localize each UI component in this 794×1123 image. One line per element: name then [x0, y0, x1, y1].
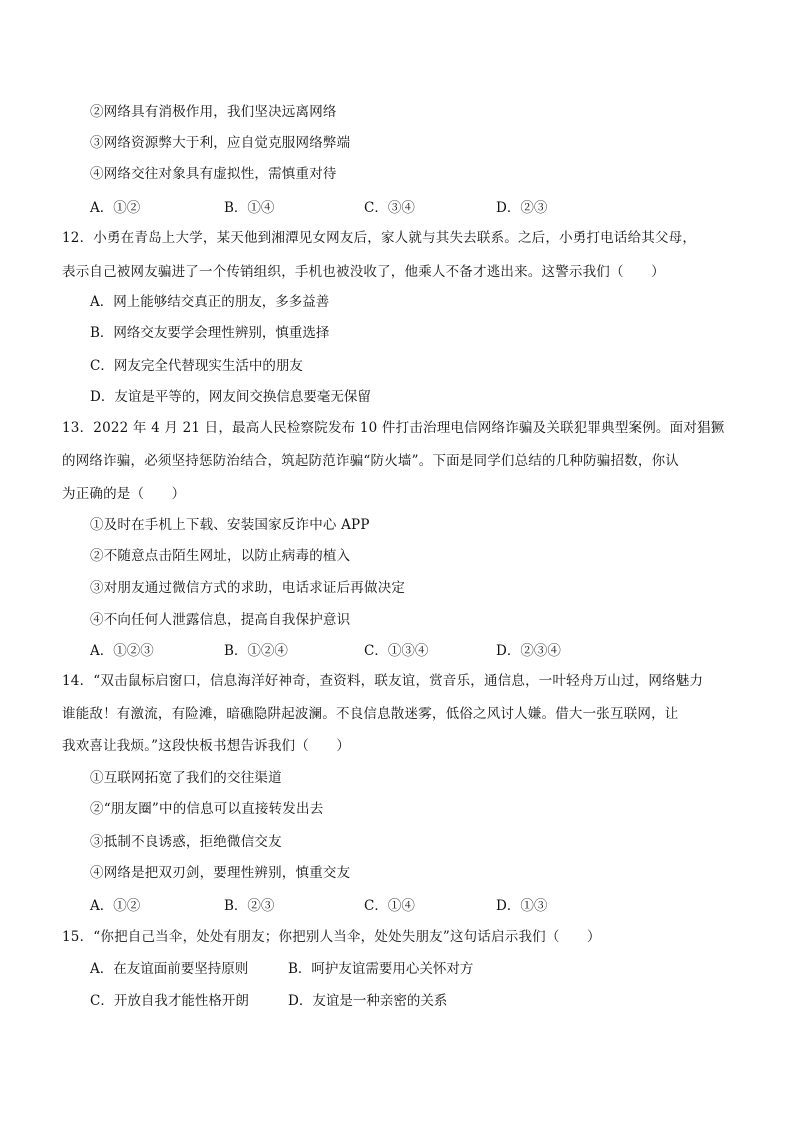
q11-option-a: A．①② [90, 200, 141, 216]
q12-option-b: B．网络交友要学会理性辨别，慎重选择 [90, 325, 330, 341]
q15-option-b: B．呵护友谊需要用心关怀对方 [288, 961, 474, 977]
q13-option-b: B．①②④ [224, 643, 288, 659]
q12-stem-line-1: 12．小勇在青岛上大学，某天他到湘潭见女网友后，家人就与其失去联系。之后，小勇打电话给其父母， [62, 230, 697, 246]
q14-stem-line-1: 14．“双击鼠标启窗口，信息海洋好神奇，查资料，联友谊，赏音乐，通信息，一叶轻舟万山过，网络魅力 [62, 673, 704, 689]
q12-option-d: D．友谊是平等的，网友间交换信息要毫无保留 [90, 389, 371, 405]
q14-option-d: D．①③ [496, 898, 548, 914]
q13-option-d: D．②③④ [496, 643, 561, 659]
q14-item-3: ③抵制不良诱惑，拒绝微信交友 [90, 834, 282, 850]
q12-stem-line-2: 表示自己被网友骗进了一个传销组织，手机也被没收了，他乘人不备才逃出来。这警示我们（ ） [62, 264, 665, 280]
q12-option-a: A．网上能够结交真正的朋友，多多益善 [90, 294, 330, 310]
q14-item-2: ②“朋友圈”中的信息可以直接转发出去 [90, 801, 324, 817]
q15-stem-line-1: 15．“你把自己当伞，处处有朋友；你把别人当伞，处处失朋友”这句话启示我们（ ） [62, 929, 601, 945]
q11-option-d: D．②③ [496, 200, 548, 216]
q14-item-1: ①互联网拓宽了我们的交往渠道 [90, 770, 282, 786]
q13-item-2: ②不随意点击陌生网址，以防止病毒的植入 [90, 548, 351, 564]
q13-item-4: ④不向任何人泄露信息，提高自我保护意识 [90, 612, 351, 628]
q13-item-3: ③对朋友通过微信方式的求助，电话求证后再做决定 [90, 580, 406, 596]
q14-option-a: A．①② [90, 898, 141, 914]
q14-stem-line-2: 谁能敌！有激流，有险滩，暗礁隐阱起波澜。不良信息散迷雾，低俗之风讨人嫌。借大一张互联网，让 [62, 706, 679, 722]
q15-option-c: C．开放自我才能性格开朗 [90, 993, 249, 1009]
q12-option-c: C．网友完全代替现实生活中的朋友 [90, 358, 303, 374]
q11-item-3: ③网络资源弊大于利，应自觉克服网络弊端 [90, 135, 351, 151]
q13-option-c: C．①③④ [364, 643, 429, 659]
q11-option-b: B．①④ [224, 200, 275, 216]
q13-item-1: ①及时在手机上下载、安装国家反诈中心 APP [90, 517, 370, 533]
q13-stem-line-1: 13．2022 年 4 月 21 日，最高人民检察院发布 10 件打击治理电信网络诈骗及关联犯罪典型案例。面对猖獗 [62, 420, 725, 436]
q11-option-c: C．③④ [364, 200, 415, 216]
q11-item-2: ②网络具有消极作用，我们坚决远离网络 [90, 104, 337, 120]
q13-stem-line-3: 为正确的是（ ） [62, 486, 186, 502]
q14-stem-line-3: 我欢喜让我烦。”这段快板书想告诉我们（ ） [62, 738, 351, 754]
q11-item-4: ④网络交往对象具有虚拟性，需慎重对待 [90, 166, 337, 182]
q14-option-c: C．①④ [364, 898, 415, 914]
q15-option-a: A．在友谊面前要坚持原则 [90, 961, 249, 977]
q13-option-a: A．①②③ [90, 643, 154, 659]
q14-item-4: ④网络是把双刃剑，要理性辨别，慎重交友 [90, 865, 351, 881]
q15-option-d: D．友谊是一种亲密的关系 [288, 993, 448, 1009]
q14-option-b: B．②③ [224, 898, 275, 914]
q13-stem-line-2: 的网络诈骗，必须坚持惩防治结合，筑起防范诈骗“防火墙”。下面是同学们总结的几种防骗招数，你认 [62, 453, 680, 469]
